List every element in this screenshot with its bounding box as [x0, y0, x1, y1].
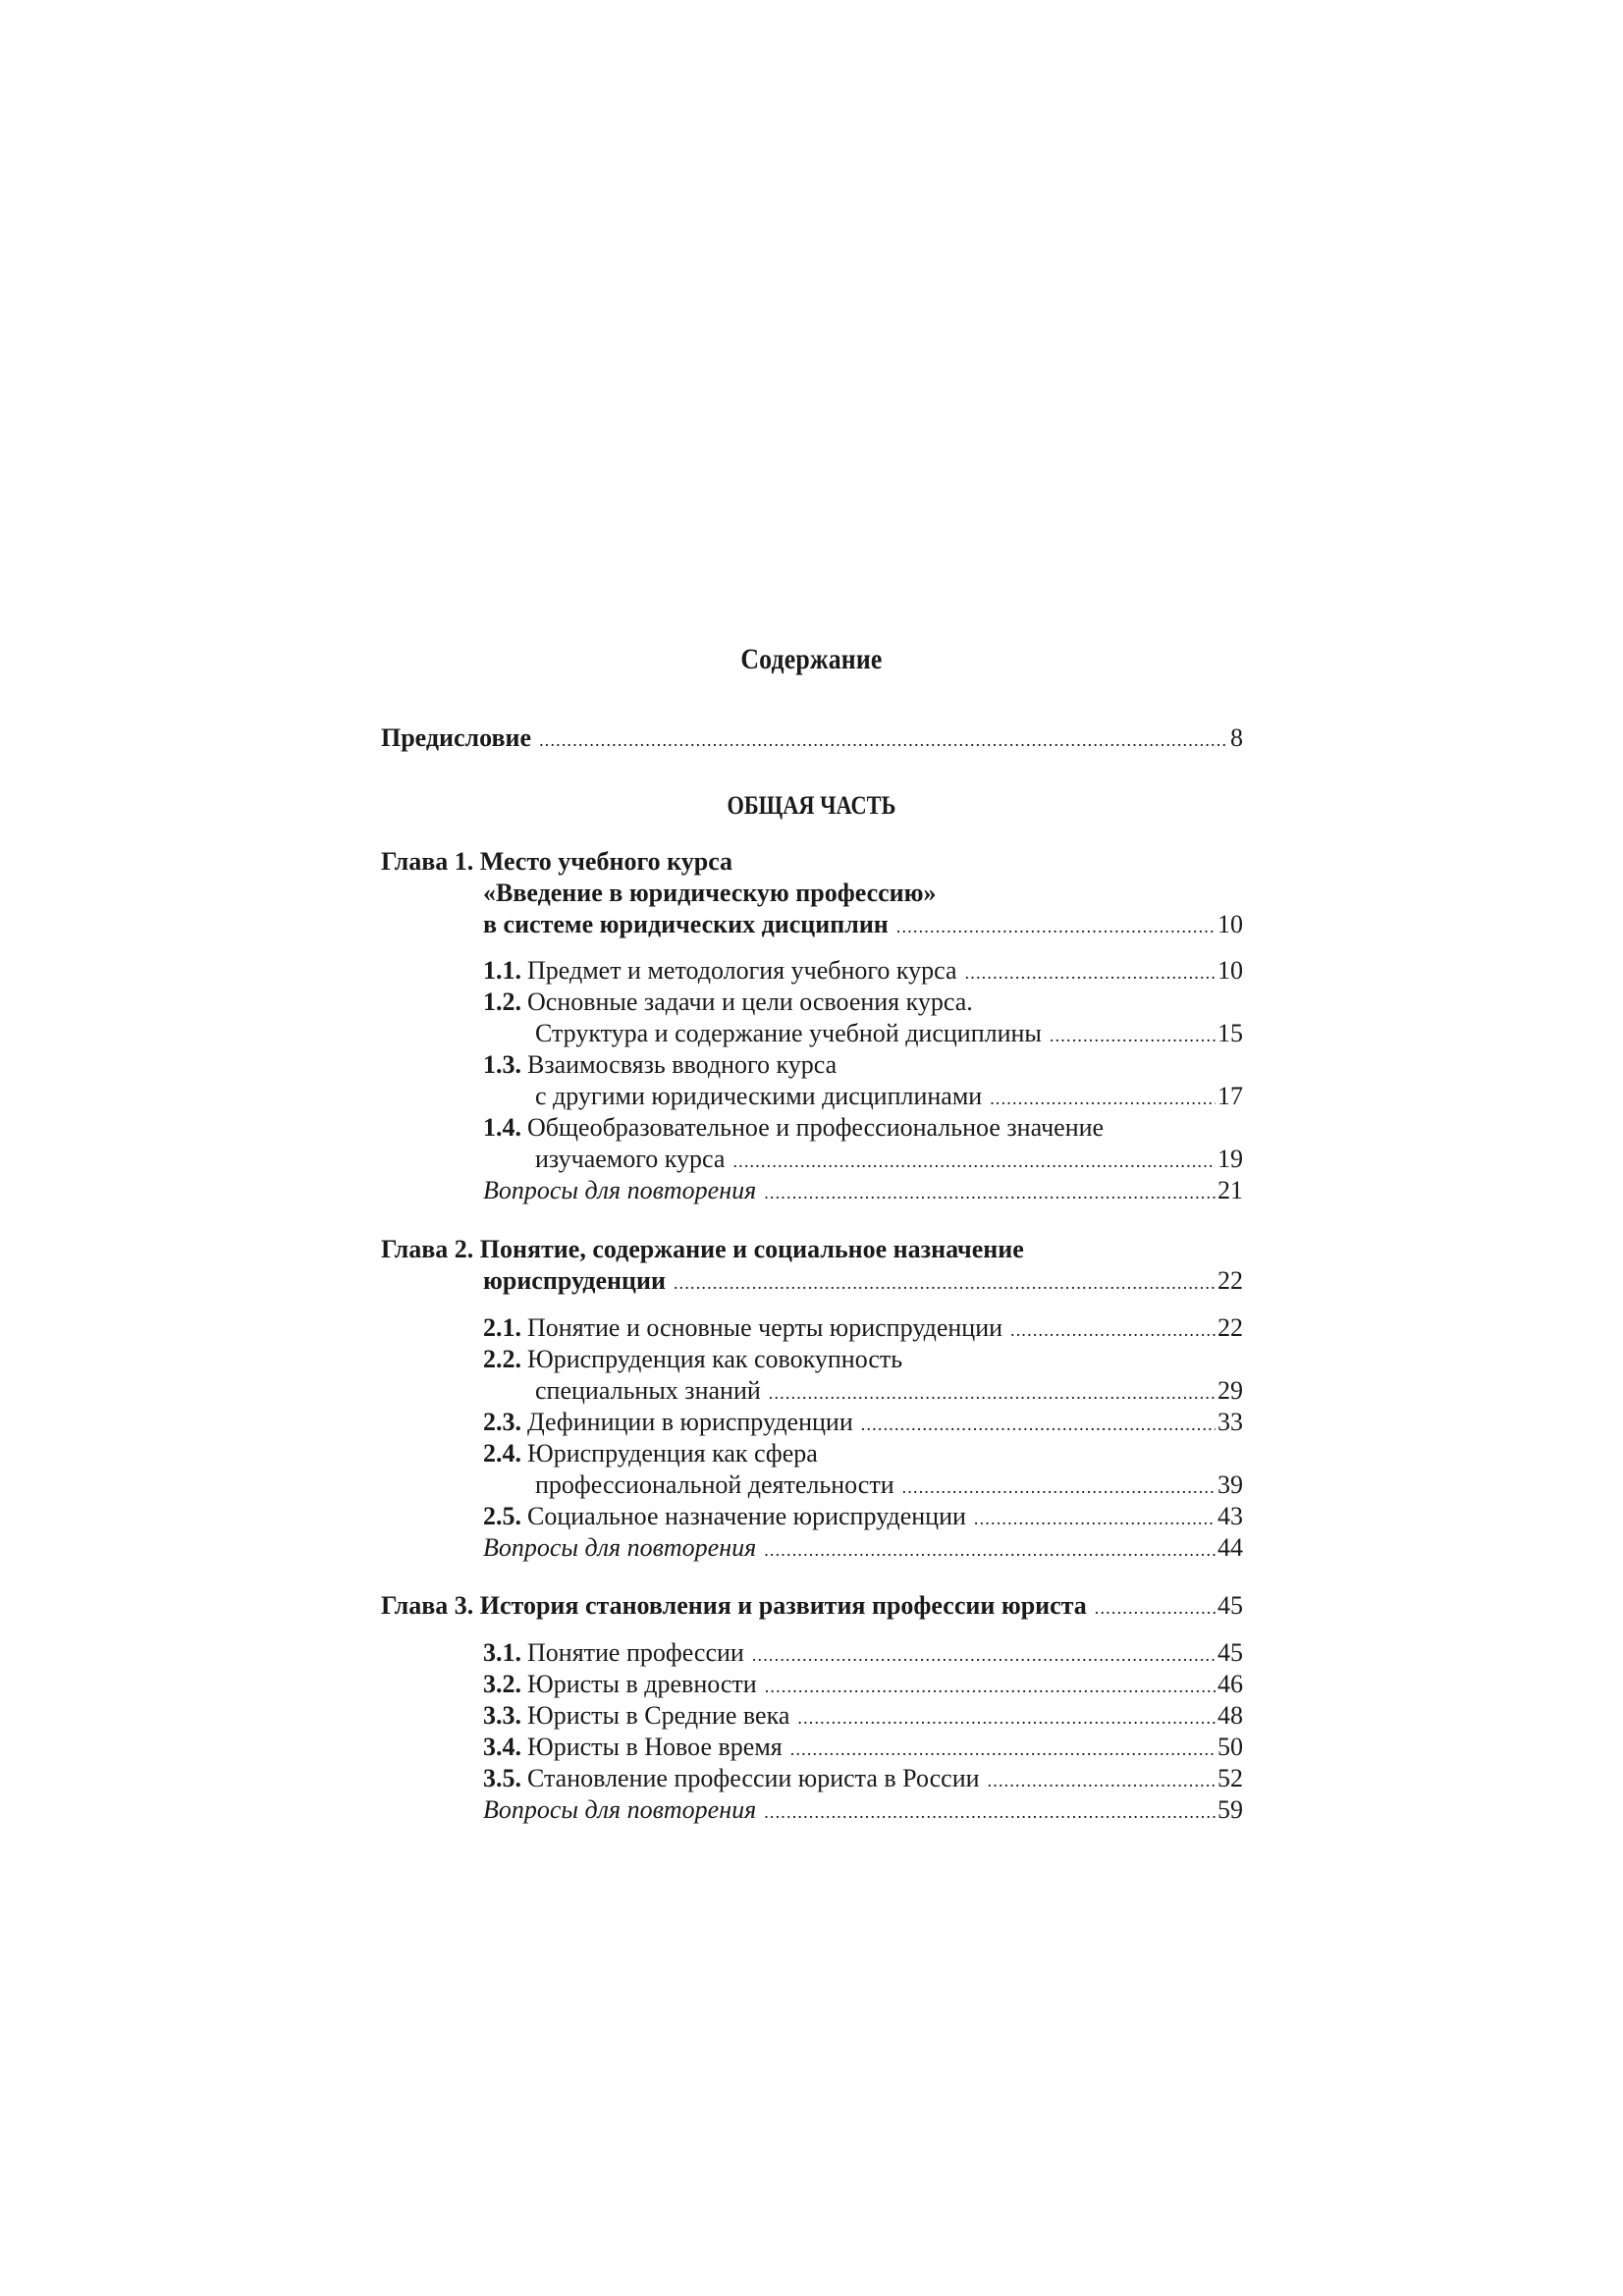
chapter-prefix: Глава 1.	[381, 847, 474, 876]
entry-label: Вопросы для повторения	[483, 1533, 757, 1562]
leader-dots	[764, 1177, 1216, 1208]
page-number: 52	[1217, 1764, 1243, 1792]
entry-label: Основные задачи и цели освоения курса.	[527, 988, 973, 1016]
part-title: ОБЩАЯ ЧАСТЬ	[727, 791, 896, 820]
chapter-heading[interactable]	[381, 1590, 1243, 1624]
toc-entry-review-3[interactable]	[483, 1794, 1243, 1828]
leader-dots	[965, 957, 1216, 988]
entry-label: Взаимосвязь вводного курса	[527, 1050, 838, 1079]
section-number: 1.3.	[483, 1050, 521, 1079]
entry-label: Общеобразовательное и профессиональное значение	[527, 1113, 1105, 1142]
chapter-heading[interactable]	[381, 1234, 1024, 1265]
leader-dots	[764, 1534, 1216, 1566]
page-number: 46	[1217, 1670, 1243, 1698]
page-number: 43	[1217, 1502, 1243, 1530]
section-number: 2.4.	[483, 1439, 521, 1468]
section-number: 1.4.	[483, 1113, 521, 1142]
leader-dots	[861, 1409, 1216, 1440]
entry-label: Предисловие	[381, 723, 532, 752]
page-number: 17	[1217, 1082, 1243, 1110]
entry-label: Предмет и методология учебного курса	[527, 956, 957, 985]
page-number: 22	[1217, 1266, 1243, 1295]
toc-entry-2-2-cont[interactable]	[535, 1375, 1243, 1409]
page-number: 59	[1217, 1795, 1243, 1824]
leader-dots	[732, 1146, 1216, 1177]
page-number: 48	[1217, 1701, 1243, 1730]
toc-entry-1-3[interactable]	[483, 1049, 837, 1081]
chapter-title-line: Понятие, содержание и социальное назначение	[479, 1235, 1024, 1263]
entry-label: Юристы в Новое время	[527, 1733, 783, 1761]
entry-label: Юриспруденция как сфера	[527, 1439, 818, 1468]
entry-label: Понятие профессии	[527, 1638, 744, 1667]
leader-dots	[896, 911, 1216, 942]
entry-label: Дефиниции в юриспруденции	[527, 1408, 853, 1436]
page-number: 8	[1230, 723, 1243, 752]
entry-label: в системе юридических дисциплин	[483, 910, 889, 938]
toc-entry-2-4-cont[interactable]	[535, 1469, 1243, 1503]
leader-dots	[1010, 1314, 1216, 1346]
section-number: 2.5.	[483, 1502, 521, 1530]
toc-entry-3-5[interactable]	[483, 1763, 1243, 1796]
chapter-title-text: «Введение в юридическую профессию»	[483, 879, 937, 907]
chapter-title-last-line[interactable]	[483, 909, 1243, 942]
toc-entry-2-3[interactable]	[483, 1407, 1243, 1440]
leader-dots	[990, 1083, 1216, 1114]
toc-entry-3-1[interactable]	[483, 1637, 1243, 1671]
leader-dots	[765, 1671, 1216, 1702]
toc-entry-2-1[interactable]	[483, 1312, 1243, 1346]
toc-entry-3-2[interactable]	[483, 1669, 1243, 1702]
section-number: 1.2.	[483, 988, 521, 1016]
page-number: 33	[1217, 1408, 1243, 1436]
entry-label: Юриспруденция как совокупность	[527, 1345, 903, 1373]
chapter-title-last-line[interactable]	[483, 1265, 1243, 1299]
toc-entry-1-4-cont[interactable]	[535, 1144, 1243, 1177]
page-number: 22	[1217, 1313, 1243, 1342]
leader-dots	[790, 1734, 1216, 1765]
leader-dots	[797, 1702, 1216, 1734]
page-number: 50	[1217, 1733, 1243, 1761]
toc-entry-1-4[interactable]	[483, 1112, 1104, 1144]
section-number: 1.1.	[483, 956, 521, 985]
toc-entry-2-4[interactable]	[483, 1438, 818, 1469]
toc-title: Содержание	[740, 643, 883, 675]
leader-dots	[764, 1796, 1216, 1828]
entry-label: профессиональной деятельности	[535, 1470, 894, 1499]
leader-dots	[1095, 1592, 1216, 1624]
toc-entry-3-4[interactable]	[483, 1732, 1243, 1765]
section-number: 3.5.	[483, 1764, 521, 1792]
section-number: 2.2.	[483, 1345, 521, 1373]
chapter-title-line	[483, 878, 937, 909]
toc-entry-1-1[interactable]	[483, 955, 1243, 988]
chapter-heading[interactable]	[381, 846, 732, 878]
page-number: 45	[1217, 1591, 1243, 1620]
section-number: 2.3.	[483, 1408, 521, 1436]
entry-label: Социальное назначение юриспруденции	[527, 1502, 966, 1530]
entry-label: изучаемого курса	[535, 1145, 726, 1173]
chapter-prefix: Глава 3.	[381, 1591, 474, 1620]
entry-label: Юристы в Средние века	[527, 1701, 790, 1730]
toc-entry-2-5[interactable]	[483, 1501, 1243, 1534]
toc-entry-1-3-cont[interactable]	[535, 1081, 1243, 1114]
toc-entry-2-2[interactable]	[483, 1344, 902, 1375]
toc-entry-review-2[interactable]	[483, 1532, 1243, 1566]
section-number: 3.2.	[483, 1670, 521, 1698]
entry-label: специальных знаний	[535, 1376, 761, 1405]
leader-dots	[539, 724, 1228, 756]
page-number: 44	[1217, 1533, 1243, 1562]
leader-dots	[752, 1639, 1216, 1671]
entry-label: юриспруденции	[483, 1266, 666, 1295]
page-number: 45	[1217, 1638, 1243, 1667]
leader-dots	[769, 1377, 1216, 1409]
page-number: 21	[1217, 1176, 1243, 1204]
section-number: 2.1.	[483, 1313, 521, 1342]
toc-entry-preface[interactable]	[381, 722, 1243, 756]
page-number: 19	[1217, 1145, 1243, 1173]
leader-dots	[902, 1471, 1216, 1503]
leader-dots	[1050, 1020, 1216, 1051]
page-number: 15	[1217, 1019, 1243, 1047]
chapter-title-line: Место учебного курса	[479, 847, 733, 876]
leader-dots	[674, 1267, 1216, 1299]
page-number: 10	[1217, 910, 1243, 938]
entry-label: Вопросы для повторения	[483, 1795, 757, 1824]
entry-label: Понятие и основные черты юриспруденции	[527, 1313, 1003, 1342]
toc-entry-review-1[interactable]	[483, 1175, 1243, 1208]
leader-dots	[988, 1765, 1216, 1796]
chapter-prefix: Глава 2.	[381, 1235, 474, 1263]
entry-label: с другими юридическими дисциплинами	[535, 1082, 983, 1110]
entry-label: Юристы в древности	[527, 1670, 757, 1698]
section-number: 3.3.	[483, 1701, 521, 1730]
page-number: 39	[1217, 1470, 1243, 1499]
entry-label: Становление профессии юриста в России	[527, 1764, 980, 1792]
entry-label: Вопросы для повторения	[483, 1176, 757, 1204]
section-number: 3.4.	[483, 1733, 521, 1761]
toc-entry-1-2-cont[interactable]	[535, 1018, 1243, 1051]
chapter-title-line: История становления и развития профессии юриста	[479, 1591, 1087, 1620]
page-number: 10	[1217, 956, 1243, 985]
entry-label: Структура и содержание учебной дисциплины	[535, 1019, 1042, 1047]
leader-dots	[974, 1503, 1216, 1534]
toc-entry-3-3[interactable]	[483, 1700, 1243, 1734]
toc-entry-1-2[interactable]	[483, 987, 973, 1018]
section-number: 3.1.	[483, 1638, 521, 1667]
page-number: 29	[1217, 1376, 1243, 1405]
